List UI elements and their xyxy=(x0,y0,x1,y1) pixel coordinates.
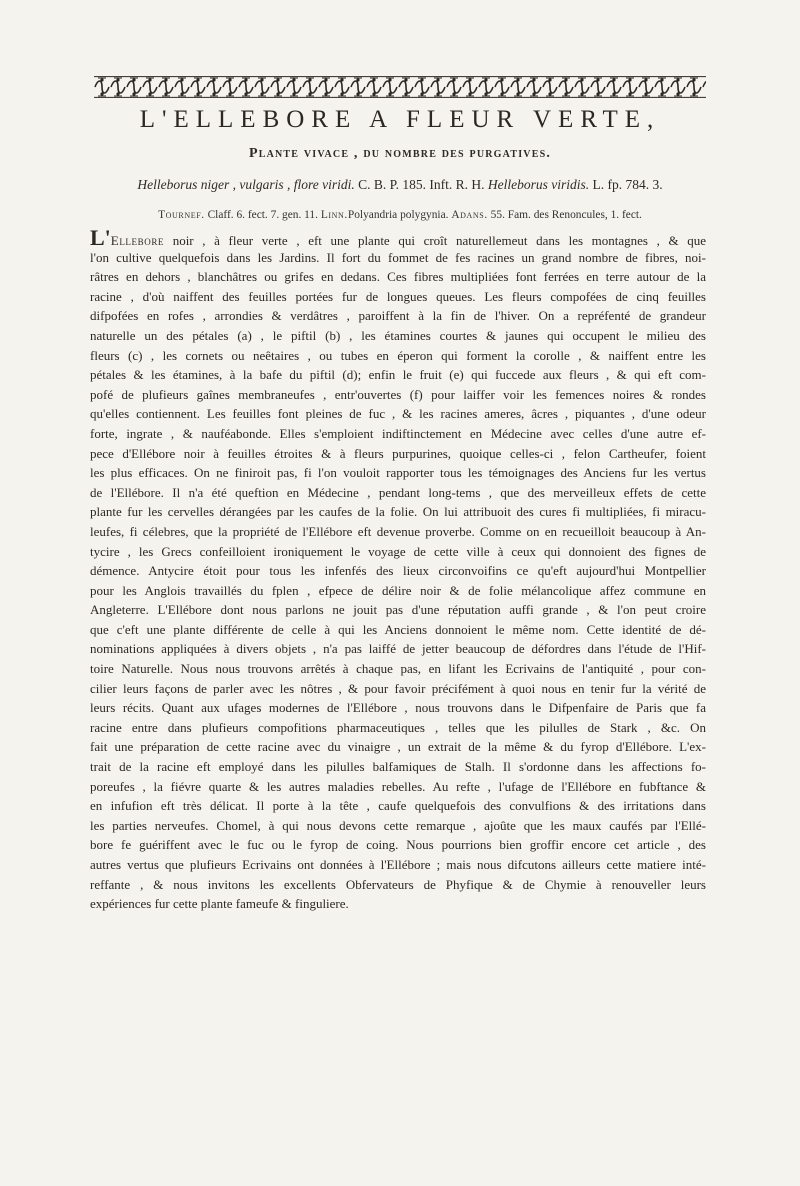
tournef-text: Claff. 6. fect. 7. gen. 11. xyxy=(207,209,318,221)
page-title: L'ELLEBORE A FLEUR VERTE, xyxy=(139,106,661,133)
body-line: trait de la racine eft employé dans les pilulles balfamiques de Stalh. Il s'ordonne dans les affections fo- xyxy=(90,759,706,775)
body-line: l'on cultive quelquefois dans les Jardins. Il fort du fommet de fes racines un grand nombre de fibres, noi- xyxy=(90,249,706,265)
body-line: démence. Antycire étoit pour tous les infenfés des lieux circonvoifins ce qu'eft aujourd'hui Montpellier xyxy=(90,563,706,579)
body-line: pétales & les étamines, à la bafe du piftil (d); enfin le fruit (e) qui fuccede aux fleurs , & qui eft com- xyxy=(90,367,706,383)
reference-2: L. fp. 784. 3. xyxy=(592,177,663,192)
body-line: toire Naturelle. Nous nous trouvons arrêtés à chaque pas, en lifant les Ecrivains de l'antiquité , pour con- xyxy=(90,661,706,677)
body-line: pofé de plufieurs gaînes membraneufes , entr'ouvertes (f) pour laiffer voir les femences noires & rondes xyxy=(90,386,706,402)
body-line: cilier leurs façons de parler avec les nôtres , & pour favoir précifément à quoi nous en tenir fur la vérité de xyxy=(90,680,706,696)
tournef-label: Tournef. xyxy=(158,209,205,221)
body-line: plante fur les cervelles dérangées par les caufes de la folie. On lui attribuoit des cures fi multipliées, fi miracu- xyxy=(90,504,706,520)
body-line: naturelle un des pétales (a) , le piftil (b) , les étamines courtes & jaunes qui occupent le milieu des xyxy=(90,327,706,343)
body-line: poreufes , la fiévre quarte & les autres maladies rebelles. Au refte , l'ufage de l'Ellébore en fubftance & xyxy=(90,778,706,794)
body-line: L'Ellebore noir , à fleur verte , eft une plante qui croît naturellemeut dans les montagnes , & que xyxy=(90,228,706,248)
body-line: les parties nerveufes. Chomel, à qui nous devons cette remarque , ajoûte que les maux caufés par l'Ellé- xyxy=(90,817,706,833)
body-line: racine entre dans plufieurs compofitions pharmaceutiques , telles que les pilulles de Stark , &c. On xyxy=(90,719,706,735)
adans-label: Adans. xyxy=(451,209,488,221)
body-line: pour les Anglois travaillés du fplen , efpece de délire noir & de folie mélancolique affez commune en xyxy=(90,582,706,598)
body-line: fleurs (c) , les cornets ou neêtaires , ou tubes en éperon qui forment la corolle , & naiffent entre les xyxy=(90,347,706,363)
body-line: leurs récits. Quant aux ufages modernes de l'Ellébore , nous trouvons dans le Difpenfaire de Paris que fa xyxy=(90,700,706,716)
synonymy-line xyxy=(100,177,700,193)
body-line: tycire , les Grecs confeilloient ironiquement le voyage de cette ville à ceux qui donnoient des fignes de xyxy=(90,543,706,559)
body-line: bore fe guériffent avec le fuc ou le fyrop de coing. Nous pourrions bien groffir encore cet article , des xyxy=(90,837,706,853)
body-line: expériences fur cette plante fameufe & finguliere. xyxy=(90,896,349,912)
first-word: Ellebore xyxy=(110,233,165,248)
body-line: leufes, fi célebres, que la propriété de l'Ellébore eft devenue proverbe. Comme on en recueilloit beaucoup à An- xyxy=(90,523,706,539)
adans-text: 55. Fam. des Renoncules, 1. fect. xyxy=(490,209,642,221)
body-line: forte, ingrate , & nauféabonde. Elles s'emploient indiftinctement en Médecine avec celles d'une autre ef- xyxy=(90,425,706,441)
latin-name-1: Helleborus niger , vulgaris , flore viridi. xyxy=(137,177,355,192)
page-subtitle: Plante vivace , du nombre des purgatives. xyxy=(248,146,552,161)
body-line: que c'eft une plante différente de celle à qui les Anciens donnoient le même nom. Cette identité de dé- xyxy=(90,621,706,637)
body-line: qu'elles contiennent. Les feuilles font pleines de fuc , & les racines ameres, âcres , piquantes , d'une odeur xyxy=(90,406,706,422)
body-paragraph xyxy=(90,228,706,914)
reference-1: C. B. P. 185. Inft. R. H. xyxy=(358,177,485,192)
latin-name-2: Helleborus viridis. xyxy=(487,177,590,192)
body-line: Angleterre. L'Ellébore dont nous parlons ne jouit pas d'une réputation auffi grande , & l'on peut croire xyxy=(90,602,706,618)
body-line: râtres en dehors , blanchâtres ou grifes en dedans. Ces fibres multipliées font ferrées en terre autour de la xyxy=(90,269,706,285)
linn-label: Linn. xyxy=(320,209,348,221)
body-line: reffante , & nous invitons les excellents Obfervateurs de Phyfique & de Chymie à renouveller leurs xyxy=(90,876,706,892)
body-line: difpofées en rofes , arrondies & verdâtres , paroiffent à la fin de l'hiver. On a repréfenté de grandeur xyxy=(90,308,706,324)
decorative-border-ornament xyxy=(94,76,706,98)
body-line: fait une préparation de cette racine avec du vinaigre , un extrait de la même & du fyrop d'Ellébore. L'ex- xyxy=(90,739,706,755)
body-line: les plus efficaces. On ne finiroit pas, fi l'on vouloit rapporter tous les témoignages des Anciens fur les vertus xyxy=(90,465,706,481)
body-line: autres vertus que plufieurs Ecrivains ont données à l'Ellébore ; mais nous difcutons ailleurs cette matiere inté- xyxy=(90,857,706,872)
drop-cap: L' xyxy=(90,228,111,248)
body-line: nominations appliquées à divers objets , n'a pas laiffé de jetter beaucoup de défordres dans l'étude de l'Hif- xyxy=(90,641,706,657)
classification-line xyxy=(100,209,700,221)
body-line: pece d'Ellébore noir à feuilles étroites & à fleurs purpurines, quoique celles-ci , felon Cartheufer, foient xyxy=(90,445,706,461)
body-line: en infufion eft très délicat. Il porte à la tête , caufe quelquefois des convulfions & des irritations dans xyxy=(90,798,706,814)
body-line: racine , d'où naiffent des feuilles portées fur de longues queues. Les fleurs compofées de cinq feuilles xyxy=(90,288,706,304)
body-line: de l'Ellébore. Il n'a été queftion en Médecine , pendant long-tems , que des merveilleux effets de cette xyxy=(90,484,706,500)
linn-text: Polyandria polygynia. xyxy=(347,209,449,221)
